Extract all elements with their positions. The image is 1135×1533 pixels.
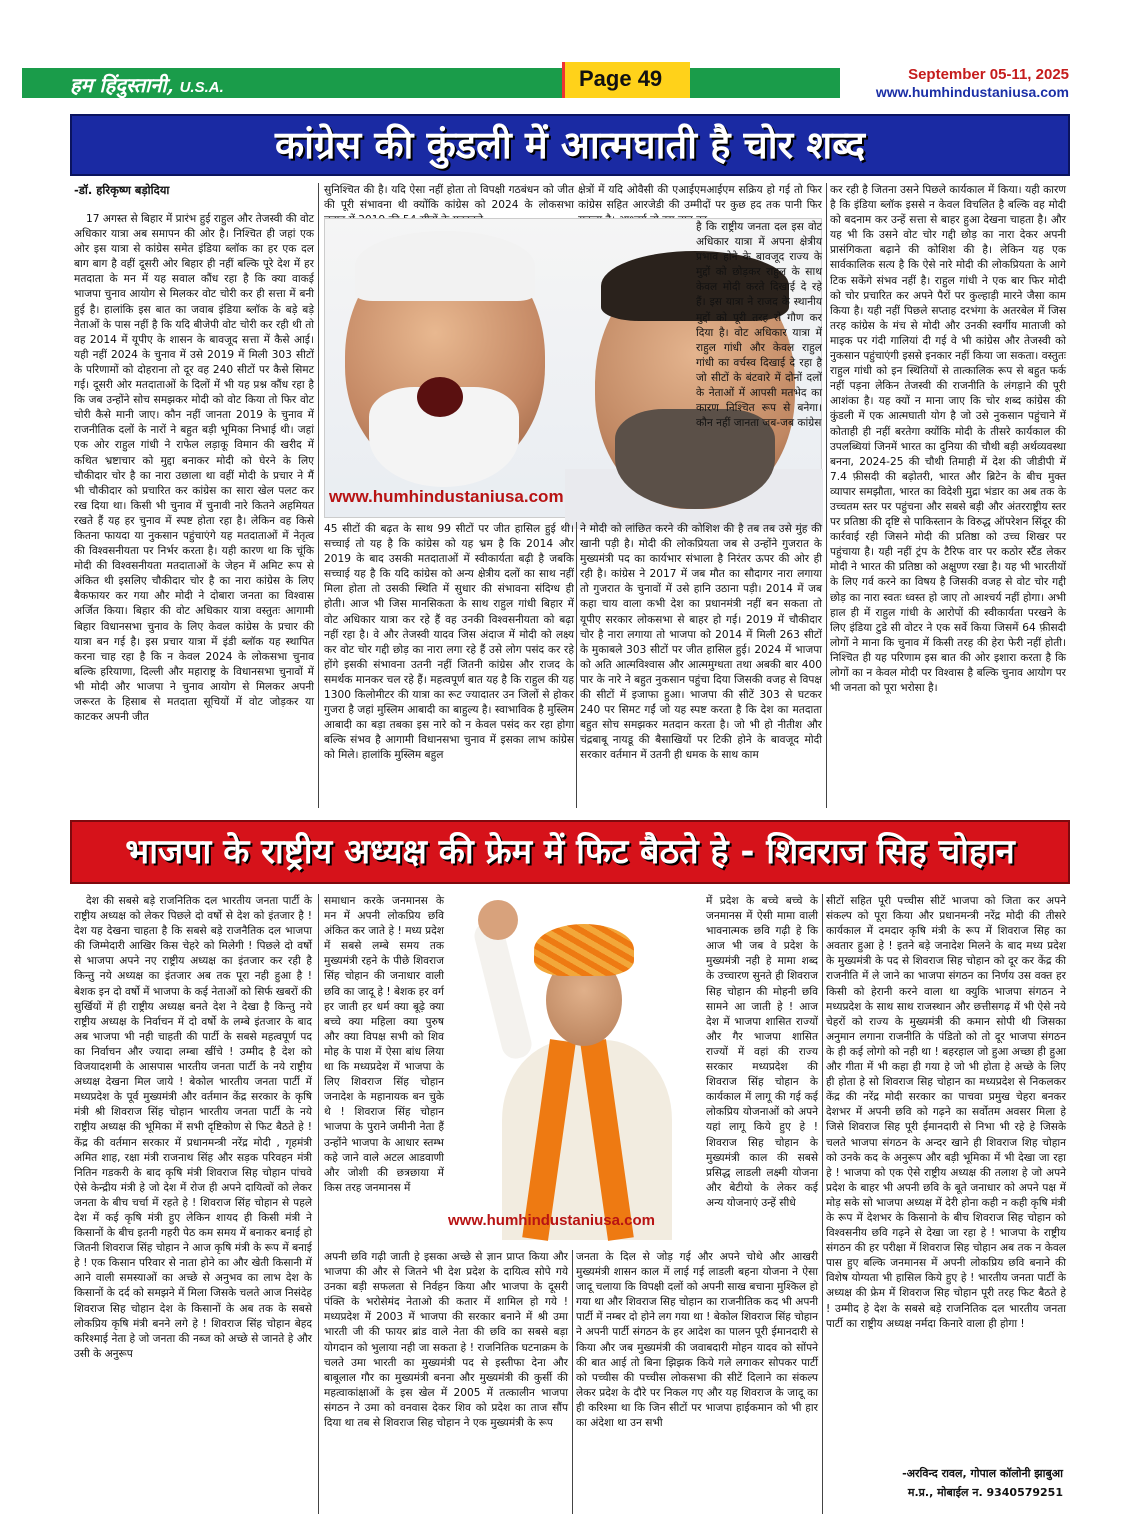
article2-column-2-text: अपनी छवि गढ़ी जाती हे इसका अच्छे से ज्ञान प्राप्त किया और भाजपा की और से जितने भी देश प्रदेश के दायित्व सोपे गये उनका बड़ी सफलता से निर्वहन किया और भाजपा के दूसरी पंक्ति के भरोसेमंद नेताओ की कतार में शामिल हो गये ! मध्यप्रदेश में 2003 में भाजपा की सरकार बनाने में श्री उमा भारती जी की फायर ब्रांड वाले नेता की छवि का सबसे बड़ा योगदान को भुलाया नही जा सकता हे ! राजनितिक घटनाक्रम के चलते उमा भारती का मुख्यमंत्री पद से इस्तीफा देना और बाबूलाल गौर का मुख्यमंत्री बनना और मुख्यमंत्री की कुर्सी की महत्वाकांक्षाओं के इस खेल में 2005 में तत्कालीन भाजपा संगठन ने उमा को वनवास देकर शिव को प्रदेश का ताज सौंप दिया था तब से शिवराज सिह चोहान ने एक मुख्यमंत्री के रूप: [324, 1251, 568, 1430]
page-number-box: [562, 62, 690, 98]
article2-column-4: [826, 894, 1066, 1462]
article2-column-1: [74, 894, 312, 1514]
article2-headline-bar: [70, 820, 1070, 884]
article2-column-3-text: जनता के दिल से जोड़ गई और अपने चोथे और आखरी मुख्यमंत्री शासन काल में लाई गई लाडली बहना योजना ने ऐसा जादू चलाया कि विपक्षी दलों को अपनी साख बचाना मुश्किल हो गया था और शिवराज सिह चोहान का राजनीतिक कद भी अपनी पार्टी में नम्बर दो होने लग गया था ! बेकोल शिवराज सिंह चोहान ने अपनी पार्टी संगठन के हर आदेश का पालन पूरी ईमानदारी से किया और जब मुख्यमंत्री की जवाबदारी मोहन यादव को सोंपने की बात आई तो बिना झिझक किये गले लगाकर सोपकर पार्टी को पच्चीस की पच्चीस लोकसभा की सीटें दिलाने का संकल्प लेकर प्रदेश के दौरे पर निकल गए और यह शिवराज के जादू का ही करिश्मा था कि जिन सीटों पर भाजपा हाईकमान को भी हार का अंदेशा था उन सभी: [576, 1251, 818, 1430]
article2-column-2: [324, 1250, 568, 1514]
article1-column-2: [324, 522, 574, 808]
column-divider: [572, 1250, 573, 1514]
column-divider: [318, 894, 319, 1514]
article1-column-4-text: कर रही है जितना उसने पिछले कार्यकाल में किया। यही कारण है कि इंडिया ब्लॉक इससे न केवल विचलित है बल्कि वह मोदी को बदनाम कर उन्हें सत्ता से बाहर हुआ देखना चाहता है। और यह भी कि उसने वोट चोर गद्दी छोड़ का नारा देकर अपनी प्रासंगिकता बढ़ाने की कोशिश की है। लेकिन यह एक सार्वकालिक सत्य है कि ऐसे नारे मोदी की लोकप्रियता के आगे टिक सकेंगे संभव नहीं है। राहुल गांधी ने एक बार फिर मोदी को चोर प्रचारित कर अपने पैरों पर कुल्हाड़ी मारने जैसा काम किया है। यही नहीं पिछले सप्ताह दरभंगा के अतरबेल में जिस तरह कांग्रेस के मंच से मोदी और उनकी स्वर्गीय माताजी को माइक पर गंदी गालियां दी गई वे भी कांग्रेस और तेजस्वी को नुकसान पहुंचाएंगी इससे इनकार नहीं किया जा सकता। वस्तुतः राहुल गांधी को इन स्थितियों से तात्कालिक रूप से बहुत फर्क नहीं पड़ना लेकिन तेजस्वी की राजनीति के लंगड़ाने की पूरी आशंका है। यह क्यों न माना जाए कि चोर शब्द कांग्रेस की कुंडली में एक आत्मघाती योग है जो उसे नुकसान पहुंचाने में कोताही ही नहीं बरतेगा क्योंकि मोदी के तीसरे कार्यकाल की उपलब्धियां जिनमें भारत का दुनिया की चौथी बड़ी अर्थव्यवस्था बनना, 2024-25 की चौथी तिमाही में देश की जीडीपी में 7.4 फ़ीसदी की बढ़ोतरी, भारत और ब्रिटेन के बीच मुक्त व्यापार समझौता, भारत का विदेशी मुद्रा भंडार का अब तक के उच्चतम स्तर पर पहुंचना और सबसे बड़ी और अंतरराष्ट्रीय स्तर पर प्रतिष्ठा की दृष्टि से पाकिस्तान के विरुद्ध ऑपरेशन सिंदूर की कार्रवाई रही जिसने मोदी की प्रतिष्ठा को उच्च शिखर पर पहुंचाया है। यही नहीं ट्रंप के टैरिफ वार पर कठोर स्टैंड लेकर मोदी ने भारत की प्रतिष्ठा को अक्षुण्ण रखा है। यह भी भारतीयों के लिए गर्व करने का विषय है जिसकी वजह से वोट चोर गद्दी छोड़ का नारा स्वतः ध्वस्त हो जाए तो आश्चर्य नहीं होगा। अभी हाल ही में राहुल गांधी के आरोपों की स्वीकार्यता परखने के लिए इंडिया टुडे सी वोटर ने एक सर्वे किया जिसमें 64 फ़ीसदी लोगों ने माना कि चुनाव में किसी तरह की हेरा फेरी नहीं होती। निश्चित ही यह परिणाम इस बात की ओर इशारा करता है कि लोगों का न केवल मोदी पर विश्वास है बल्कि चुनाव आयोग पर भी जनता को पूरा भरोसा है।: [830, 184, 1066, 695]
article1-column-3-side-text: है कि राष्ट्रीय जनता दल इस वोट अधिकार यात्रा में अपना क्षेत्रीय प्रभाव होने के बावजूद राज्य के मुद्दों को छोड़कर राहुल के साथ केवल मोदी करते दिखाई दे रहे हैं। इस यात्रा ने राजद के स्थानीय मुद्दों को पूरी तरह से गौण कर दिया है। वोट अधिकार यात्रा में राहुल गांधी और केवल राहुल गांधी का वर्चस्व दिखाई दे रहा है जो सीटों के बंटवारे में दोनों दलों के नेताओं में आपसी मतभेद का कारण निश्चित रूप से बनेगा। कौन नहीं जानता जब-जब कांग्रेस: [696, 221, 822, 430]
newspaper-name: [70, 71, 224, 98]
issue-date: September 05-11, 2025: [908, 66, 1069, 83]
masthead-green-bar: [690, 68, 840, 98]
article1-column-2-top-text: सुनिश्चित की है। यदि ऐसा नहीं होता तो विपक्षी गठबंधन को जीत की पूरी संभावना थी क्योंकि कांग्रेस को 2024 के लोकसभा: [324, 184, 574, 212]
website-link[interactable]: www.humhindustaniusa.com: [875, 84, 1069, 100]
page-number: Page 49: [579, 66, 663, 91]
article2-column-4-text: सीटों सहित पूरी पच्चीस सीटें भाजपा को जिता कर अपने संकल्प को पूरा किया और प्रधानमन्त्री नरेंद्र मोदी की तीसरे कार्यकाल में दमदार कृषि मंत्री के रूप में शिवराज सिह का अवतार हुआ हे ! इतने बड़े जनादेश मिलने के बाद मध्य प्रदेश के मुख्यमंत्री के पद से शिवराज सिह चोहान को दूर कर केंद्र की राजनीति में ले जाने का भाजपा संगठन का निर्णय उस वक्त हर किसी को हेरानी करने वाला था क्युकि भाजपा संगठन ने मध्यप्रदेश के साथ साथ राजस्थान और छत्तीसगढ़ में भी ऐसे नये चेहरों को राज्य के मुख्यमंत्री की कमान सोपी थी जिसका अनुमान लगाना राजनीति के पंडितो को तो दूर भाजपा संगठन के ही कई लोगो को नही था ! बहरहाल जो हुआ अच्छा ही हुआ और गीता में भी कहा ही गया हे जो भी होता हे अच्छे के लिए ही होता हे सो शिवराज सिह चोहान का मध्यप्रदेश से निकलकर केंद्र की नरेंद्र मोदी सरकार का पाचवा प्रमुख चेहरा बनकर देशभर में अपनी छवि को गढ़ने का सर्वोतम अवसर मिला हे जिसे शिवराज सिह पूरी ईमानदारी से निभा भी रहे हे जिसके चलते भाजपा संगठन के अन्दर खाने ही शिवराज शिह चोहान को उनके कद के अनुरूप और बड़ी भूमिका में भी देखा जा रहा हे ! भाजपा को एक ऐसे राष्ट्रीय अध्यक्ष की तलाश हे जो अपने प्रदेश के बाहर भी अपनी छवि के बूते जनाधार को अपने पक्ष में मोड़ सके सो भाजपा अध्यक्ष में देरी होना कही न कही कृषि मंत्री के रूप में देशभर के किसानो के बीच शिवराज सिह चोहान को विश्वसनीय छवि गढ़ने से देखा जा रहा हे ! भाजपा के राष्ट्रीय संगठन की हर परीक्षा में शिवराज सिह चोहान अब तक न केवल पास हुए बल्कि जनमानस में अपनी लोकप्रिय छवि बनाने की विशेष योग्यता भी हासिल किये हुए हे ! भारतीय जनता पार्टी के अध्यक्ष की फ्रेम में शिवराज सिह चोहान पूरी तरह फिट बैठते हे ! उम्मीद हे देश के सबसे बड़े राजनितिक दल भारतीय जनता पार्टी का राष्ट्रीय अध्यक्ष नर्मदा किनारे वाला ही होगा !: [826, 895, 1066, 1330]
column-divider: [318, 183, 319, 808]
article1-column-3-side: [696, 220, 822, 520]
column-divider: [576, 522, 577, 808]
masthead-brand-bar: [22, 68, 562, 98]
modi-face-image: [345, 237, 545, 477]
shivraj-photo: [448, 890, 704, 1248]
article1-column-2-text: 45 सीटों की बढ़त के साथ 99 सीटों पर जीत हासिल हुई थी। सच्चाई तो यह है कि कांग्रेस को यह भ्रम है कि 2014 और 2019 के बाद उसकी मतदाताओं में स्वीकार्यता बढ़ी है जबकि सच्चाई यह है कि यदि कांग्रेस को अन्य क्षेत्रीय दलों का साथ नहीं मिला होता तो उसकी स्थिति में सुधार की संभावना संदिग्ध ही होती। आज भी जिस मानसिकता के साथ राहुल गांधी बिहार में वोट अधिकार यात्रा कर रहे हैं वह उनकी विश्वसनीयता को बढ़ा नहीं रहा है। वे और तेजस्वी यादव जिस अंदाज में मोदी को लक्ष्य कर वोट चोर गद्दी छोड़ का नारा लगा रहे हैं उसे लोग पसंद कर रहे होंगे इसकी संभावना उतनी नहीं जितनी कांग्रेस और राजद के समर्थक मानकर चल रहे हैं। महत्वपूर्ण बात यह है कि राहुल की यह 1300 किलोमीटर की यात्रा का रूट ज्यादातर उन जिलों से होकर गुजरा है जहां मुस्लिम आबादी का बाहुल्य है। स्वाभाविक है मुस्लिम आबादी का बड़ा तबका इस नारे को न केवल पसंद कर रहा होगा बल्कि संभव है आगामी विधानसभा चुनाव में इसका लाभ कांग्रेस को मिले। हालांकि मुस्लिम बहुल: [324, 523, 574, 762]
article1-headline-bar: [70, 114, 1070, 176]
photo-watermark: www.humhindustaniusa.com: [448, 1212, 655, 1229]
article2-column-3: [576, 1250, 818, 1514]
raised-arm: [472, 918, 535, 1061]
article2-column-2-top: [324, 894, 444, 1249]
article1-column-3-top: [578, 183, 822, 217]
article1-column-1-text: 17 अगस्त से बिहार में प्रारंभ हुई राहुल और तेजस्वी की वोट अधिकार यात्रा अब समापन की ओर है। निश्चित ही जहां एक ओर इस यात्रा से कांग्रेस समेत इंडिया ब्लॉक का हर एक दल बाग बाग है वहीं दूसरी ओर बिहार ही नहीं बल्कि पूरे देश में हर मतदाता के मन में यह सवाल कौंध रहा है कि क्या वाकई भाजपा चुनाव आयोग से मिलकर वोट चोरी कर ही सत्ता में बनी हुई है। हालांकि इस बात का जवाब इंडिया ब्लॉक के बड़े बड़े नेताओं के पास नहीं है कि यदि बीजेपी वोट चोरी कर रही थी तो वह 2014 में यूपीए के शासन के बावजूद सत्ता में कैसे आई। यही नहीं 2024 के चुनाव में उसे 2019 में मिली 303 सीटों के परिणामों को दोहराना तो दूर वह 240 सीटों पर कैसे सिमट गई। दूसरी ओर मतदाताओं के दिलों में भी यह प्रश्न कौंध रहा है कि जब उन्होंने सोच समझकर मोदी को वोट किया तो फिर वोट चोरी कैसे मानी जाए। कौन नहीं जानता 2019 के चुनाव में राजनीतिक दलों के नारों ने बहुत बड़ी भूमिका निभाई थी। जहां एक ओर राहुल गांधी ने राफेल लड़ाकू विमान की खरीद में कथित भ्रष्टाचार को मुद्दा बनाकर मोदी को घेरने के लिए चौकीदार चोर है का नारा उछाला था वहीं मोदी के प्रचार ने मैं भी चौकीदार को प्रचारित कर कांग्रेस का सारा खेल पलट कर रख दिया था। किसी भी चुनाव में चुनावी नारे कितने अहमियत रखते हैं यह हर चुनाव में स्पष्ट होता रहा है। लेकिन वह किसे कितना फायदा या नुकसान पहुंचाएंगे यह मतदाताओं में नेतृत्व की विश्वसनीयता पर निर्भर करता है। यही कारण था कि चूंकि मोदी की विश्वसनीयता मतदाताओं के जेहन में अमिट रूप से अंकित थी इसलिए चौकीदार चोर है का नारा कांग्रेस के लिए बैकफायर कर गया और मोदी ने दोबारा जनता का विश्वास अर्जित किया। बिहार की वोट अधिकार यात्रा वस्तुतः आगामी बिहार विधानसभा चुनाव के लिए केवल कांग्रेस के प्रचार की यात्रा बन गई है। इस प्रचार यात्रा में इंडी ब्लॉक यह स्थापित करना चाह रहा है कि न केवल 2024 के लोकसभा चुनाव बल्कि हरियाणा, दिल्ली और महाराष्ट्र के विधानसभा चुनावों में भी मोदी और भाजपा ने चुनाव आयोग से मिलकर अपनी जरूरत के हिसाब से मतदाता सूचियों में वोट जोड़कर या काटकर अपनी जीत: [74, 213, 314, 724]
article2-byline-contact: म.प्र., मोबाईल न. 9340579251: [907, 1486, 1063, 1499]
article2-byline: -अरविन्द रावल, गोपाल कॉलोनी झाबुआ: [902, 1467, 1063, 1480]
column-divider: [826, 183, 827, 808]
modi-mouth: [417, 377, 463, 417]
article1-column-3-top-text: क्षेत्रों में यदि ओवैसी की एआईएमआईएम सक्रिय हो गई तो फिर कांग्रेस सहित आरजेडी की उम्मीदों पर कुछ हद तक पानी फिर: [578, 184, 822, 212]
article2-column-3-top: [706, 894, 818, 1249]
raised-fist: [478, 900, 518, 940]
article1-column-4: [830, 183, 1066, 808]
article1-column-2-top: [324, 183, 574, 217]
article1-column-1: [74, 212, 314, 808]
photo-watermark: www.humhindustaniusa.com: [329, 487, 564, 506]
brand-suffix: U.S.A.: [179, 79, 224, 96]
column-divider: [822, 894, 823, 1514]
article1-byline: -डॉ. हरिकृष्ण बड़ोदिया: [74, 183, 170, 197]
article2-column-2-top-text: समाधान करके जनमानस के मन में अपनी लोकप्रिय छवि अंकित कर जाते हे ! मध्य प्रदेश में सबसे लम्बे समय तक मुख्यमंत्री रहने के पीछे शिवराज सिंह चोहान की जनाधार वाली छवि का जादू हे ! बेशक हर वर्ग हर जाती हर धर्म क्या बूढ़े क्या बच्चे क्या महिला क्या पुरुष और क्या विपक्ष सभी को शिव मोह के पाश में ऐसा बांध लिया था कि मध्यप्रदेश में भाजपा के लिए शिवराज सिंह चोहान जनादेश के महानायक बन चुके थे ! शिवराज सिंह चोहान भाजपा के पुराने जमीनी नेता हैं उन्होंने भाजपा के आधार स्तम्भ कहे जाने वाले अटल आडवाणी और जोशी की छत्रछाया में किस तरह जनमानस में: [324, 895, 444, 1194]
article2-headline: भाजपा के राष्ट्रीय अध्यक्ष की फ्रेम में फिट बैठते हे - शिवराज सिह चोहान: [125, 832, 1015, 872]
article1-column-3-text: ने मोदी को लांछित करने की कोशिश की है तब तब उसे मुंह की खानी पड़ी है। मोदी की लोकप्रियता जब से उन्होंने गुजरात के मुख्यमंत्री पद का कार्यभार संभाला है निरंतर ऊपर की ओर ही रही है। कांग्रेस ने 2017 में जब मौत का सौदागर नारा लगाया तो गुजरात के चुनावों में उसे हानि उठाना पड़ी। 2014 में जब कहा चाय वाला कभी देश का प्रधानमंत्री नहीं बन सकता तो यूपीए सरकार लोकसभा से बाहर हो गई। 2019 में चौकीदार चोर है नारा लगाया तो भाजपा को 2014 में मिली 263 सीटों के मुकाबले 303 सीटों पर जीत हासिल हुई। 2024 में भाजपा को अति आत्मविश्वास और आत्ममुग्धता तथा अबकी बार 400 पार के नारे ने बहुत नुकसान पहुंचा दिया जिसकी वजह से विपक्ष की सीटों में इजाफा हुआ। भाजपा की सीटें 303 से घटकर 240 पर सिमट गईं जो यह स्पष्ट करता है कि देश का मतदाता बहुत सोच समझकर मतदान करता है। जो भी हो नीतीश और चंद्रबाबू नायडू की बैसाखियों पर टिकी होने के बावजूद मोदी सरकार वर्तमान में उतनी ही धमक के साथ काम: [580, 523, 822, 762]
masthead: [0, 0, 1135, 106]
saffron-turban: [534, 924, 634, 976]
brand-text: हम हिंदुस्तानी,: [70, 73, 174, 97]
article2-column-3-top-text: में प्रदेश के बच्चे बच्चे के जनमानस में ऐसी मामा वाली भावनात्मक छवि गढ़ी हे कि आज भी जब वे प्रदेश के मुख्यमंत्री नही हे मामा शब्द के उच्चारण सुनते ही शिवराज सिह चोहान की मोहनी छवि सामने आ जाती हे ! आज देश में भाजपा शासित राज्यों और गैर भाजपा शासित राज्यों में वहां की राज्य सरकार मध्यप्रदेश की शिवराज सिंह चोहान के कार्यकाल में लागू की गई कई लोकप्रिय योजनाओं को अपने यहां लागू किये हुए हे ! शिवराज सिह चोहान के मुख्यमंत्री काल की सबसे प्रसिद्ध लाडली लक्ष्मी योजना और बेटीयो के लेकर कई अन्य योजनाएं उन्हें सीधे: [706, 895, 818, 1209]
modi-hair: [355, 231, 535, 301]
article1-headline: कांग्रेस की कुंडली में आत्मघाती है चोर शब्द: [274, 123, 866, 167]
article1-column-3: [580, 522, 822, 808]
article2-column-1-text: देश की सबसे बड़े राजनितिक दल भारतीय जनता पार्टी के राष्ट्रीय अध्यक्ष को लेकर पिछले दो वर्षो से देश को इंतजार है ! देश यह देखना चाहता है कि सबसे बड़े राजनैतिक दल भाजपा की जिम्मेदारी आखिर किस चेहरे को मिलेगी ! पिछले दो वर्षो से भाजपा अपने नए राष्ट्रीय अध्यक्ष का इंतजार कर रही है किन्तु नये अध्यक्ष का इंतजार अब तक पूरा नही हुआ है ! बेशक इन दो वर्षो में भाजपा के कई नेताओं को सिर्फ खबरों की सुर्खियों में ही राष्ट्रीय अध्यक्ष बनते देश ने देखा है किन्तु नये राष्ट्रीय अध्यक्ष के निर्वाचन में दो वर्षो के लम्बे इंतजार के बाद अब भाजपा भी नही चाहती की पार्टी के सबसे महत्वपूर्ण पद का निर्वाचन और ज्यादा लम्बा खींचे ! उम्मीद है देश को विजयादशमी के आसपास भारतीय जनता पार्टी के नये राष्ट्रीय अध्यक्ष देखना मिल जाये ! बेकोल भारतीय जनता पार्टी में मध्यप्रदेश के पूर्व मुख्यमंत्री और वर्तमान केंद्र सरकार के कृषि मंत्री श्री शिवराज सिंह चोहान भारतीय जनता पार्टी के नये राष्ट्रीय अध्यक्ष की भूमिका में सभी दृष्टिकोण से फिट बैठते हे ! केंद्र की वर्तमान सरकार में प्रधानमन्त्री नरेंद्र मोदी , गृहमंत्री अमित शाह, रक्षा मंत्री राजनाथ सिंह और सड़क परिवहन मंत्री नितिन गडकरी के बाद कृषि मंत्री शिवराज सिह चोहान पांचवे ऐसे केन्द्रीय मंत्री हे जो देश में रोज ही अपने दायित्वों को लेकर जनता के बीच चर्चा में रहते हे ! शिवराज सिंह चोहान से पहले देश में कई कृषि मंत्री हुए लेकिन शायद ही किसी मंत्री ने किसानों के बीच इतनी गहरी पेठ कम समय में बनाकर बनाई हो जितनी शिवराज सिंह चोहान ने आज कृषि मंत्री के रूप में बनाई हे ! एक किसान परिवार से नाता होने का और खेती किसानी में आने वाली समस्याओं का अच्छे से अनुभव का लाभ देश के किसानों के दर्द को समझने में मिला जिसके चलते आज निसंदेह शिवराज सिह चोहान देश के किसानों के अब तक के सबसे लोकप्रिय कृषि मंत्री बनने लगे हे ! शिवराज सिंह चोहान बेहद करिश्माई नेता हे जो जनता की नब्ज को अच्छे से जानते हे और उसी के अनुरूप: [74, 895, 312, 1360]
